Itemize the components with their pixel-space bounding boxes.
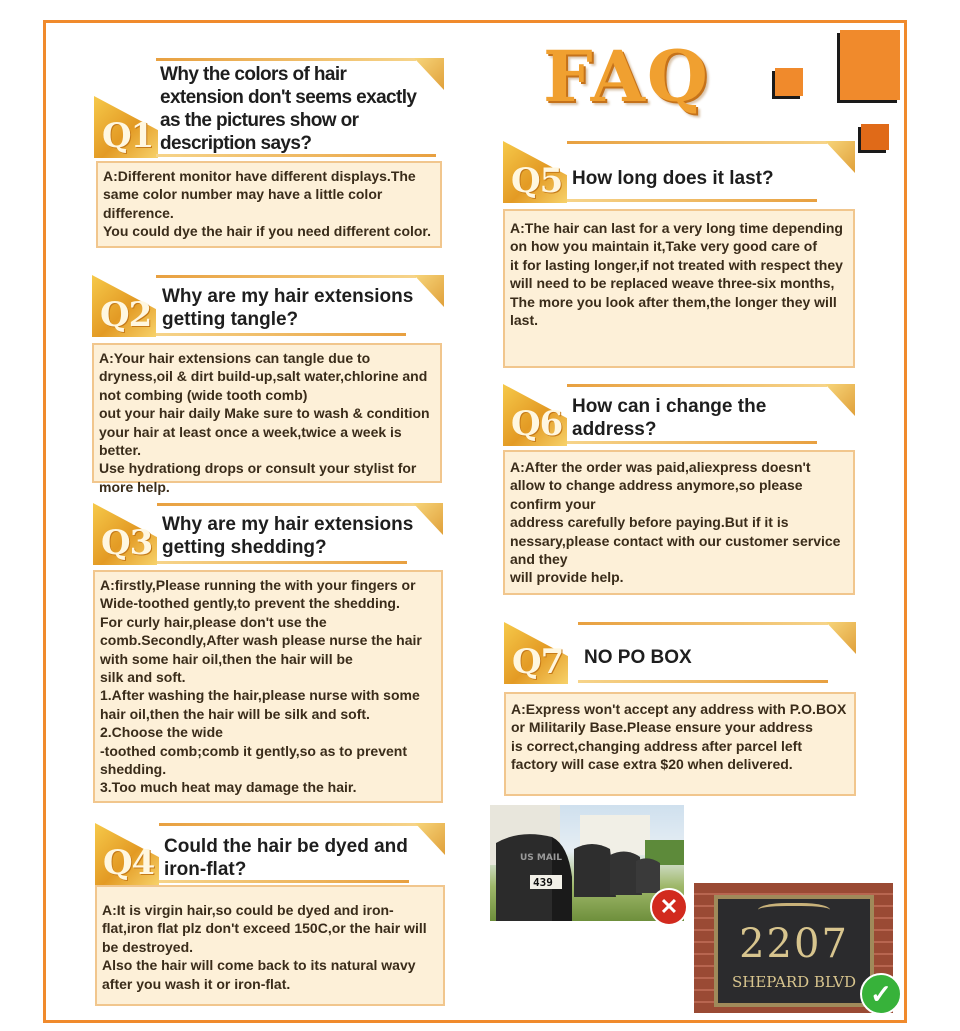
faq-item-q6 — [503, 384, 855, 595]
q3-answer: A:firstly,Please running the with your fingers or Wide-toothed gently,to prevent the shedding. For curly hair,please don't use the comb.Secondly,After wash please nurse the hair with some hair oil,then the hair will be silk and soft. 1.After washing the hair,please nurse with some hair oil,then the hair will be silk and soft. 2.Choose the wide -toothed comb;comb it gently,so as to prevent shedding. 3.Too much heat may damage the hair. — [93, 570, 443, 803]
q5-answer: A:The hair can last for a very long time depending on how you maintain it,Take very good care of it for lasting longer,if not treated with respect they will need to be replaced weave three-six months, The more you look after them,the longer they will last. — [503, 209, 855, 368]
q3-question: Why are my hair extensions getting shedding? — [162, 514, 414, 558]
faq-item-q5 — [503, 141, 855, 368]
q6-question: How can i change the address? — [572, 396, 767, 440]
q1-number: Q1 — [102, 116, 154, 156]
q5-number: Q5 — [511, 161, 563, 201]
q6-number: Q6 — [511, 404, 563, 444]
q7-answer: A:Express won't accept any address with P.O.BOX or Militarily Base.Please ensure your address is correct,changing address after parcel left factory will case extra $20 when delivered. — [504, 692, 856, 796]
q2-answer: A:Your hair extensions can tangle due to dryness,oil & dirt build-up,salt water,chlorine and not combing (wide tooth comb) out your hair daily Make sure to wash & condition your hair at least once a week,twice a week is better. Use hydrationg drops or consult your stylist for more help. — [92, 343, 442, 483]
q7-number: Q7 — [512, 642, 564, 682]
plaque-ornament — [758, 903, 830, 920]
accept-check-icon: ✓ — [860, 973, 902, 1015]
decor-square-small-2 — [861, 124, 889, 150]
faq-item-q1 — [94, 58, 444, 248]
q7-question: NO PO BOX — [584, 647, 692, 668]
q4-answer: A:It is virgin hair,so could be dyed and iron-flat,iron flat plz don't exceed 150C,or the hair will be destroyed. Also the hair will come back to its natural wavy after you wash it or iron-flat. — [95, 885, 445, 1006]
faq-item-q3 — [93, 503, 443, 803]
q1-question: Why the colors of hair extension don't seems exactly as the pictures show or description says? — [160, 64, 417, 154]
plaque-street: SHEPARD BLVD — [731, 973, 856, 991]
q3-number: Q3 — [101, 523, 153, 563]
decor-square-small — [775, 68, 803, 96]
decor-square-large — [840, 30, 900, 100]
q2-number: Q2 — [100, 295, 152, 335]
plaque-number: 2207 — [739, 921, 849, 967]
faq-item-q7 — [504, 622, 856, 796]
page-title: FAQ — [543, 35, 710, 118]
q5-question: How long does it last? — [572, 168, 774, 189]
q2-question: Why are my hair extensions getting tangle? — [162, 286, 414, 330]
mailbox-label: US MAIL — [520, 853, 562, 863]
mailbox-number: 439 — [533, 876, 553, 889]
faq-item-q4 — [95, 823, 445, 1006]
q4-question: Could the hair be dyed and iron-flat? — [164, 836, 408, 880]
plaque — [714, 895, 874, 1007]
q4-number: Q4 — [103, 843, 155, 883]
reject-x-icon: ✕ — [650, 888, 688, 926]
q6-answer: A:After the order was paid,aliexpress doesn't allow to change address anymore,so please confirm your address carefully before paying.But if it is nessary,please contact with our customer service and they will provide help. — [503, 450, 855, 595]
faq-item-q2 — [92, 275, 444, 495]
q1-answer: A:Different monitor have different displays.The same color number may have a little color difference. You could dye the hair if you need different color. — [96, 161, 442, 248]
